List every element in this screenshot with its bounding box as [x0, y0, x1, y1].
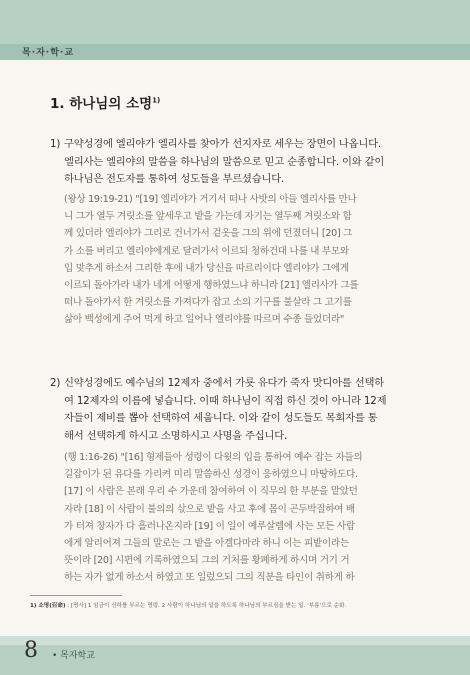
- quote-line: [17] 이 사람은 본래 우리 수 가운데 참여하여 이 직무의 한 부분을 맡았던: [64, 486, 358, 498]
- page-number: 8: [24, 638, 38, 663]
- quote-line: 입 맞추게 하소서 그리한 후에 내가 당신을 따르리이다 엘리야가 그에게: [64, 262, 349, 274]
- quote-line: 이르되 돌아가라 내가 네게 어떻게 행하였느냐 하니라 [21] 엘리사가 그를: [64, 280, 359, 292]
- quote-line: 삶아 백성에게 주어 먹게 하고 일어나 엘리야를 따르며 수종 들었더라": [64, 314, 344, 326]
- item-line: 여 12제자의 이름에 넣습니다. 이때 하나님이 직접 하신 것이 아니라 12제: [64, 394, 387, 407]
- scripture-quote: [64, 449, 432, 587]
- section-title-text: 1. 하나님의 소명: [50, 96, 153, 112]
- quote-line: 가 터져 창자가 다 흘러나온지라 [19] 이 일이 예루살렘에 사는 모든 사람: [64, 520, 355, 532]
- quote-line: 뜻이라 [20] 시편에 기록하였으되 그의 거처를 황폐하게 하시며 거기 거: [64, 555, 350, 567]
- quote-line: 에게 알리어져 그들의 말로는 그 밭을 아겔다마라 하니 이는 피밭이라는: [64, 538, 349, 550]
- quote-line: 떠나 돌아가서 한 겨릿소를 가져다가 잡고 소의 기구를 불살라 그 고기를: [64, 297, 352, 309]
- scripture-quote: [64, 191, 432, 329]
- footnote-head: 1) 소명(召命): [30, 603, 66, 609]
- footnote: [30, 601, 450, 609]
- item-number: 1): [50, 138, 61, 150]
- quote-line: 길잡이가 된 유다를 가리켜 미리 말씀하신 성경이 응하였으니 마땅하도다.: [64, 469, 358, 481]
- item-line: 구약성경에 엘리야가 엘리사를 찾아가 선지자로 세우는 장면이 나옵니다.: [64, 138, 381, 150]
- list-item: [50, 375, 432, 445]
- footnote-mark: 1): [152, 96, 161, 105]
- footer-stripe: [0, 636, 470, 645]
- quote-line: 가 소를 버리고 엘리야에게로 달려가서 이르되 청하건대 나를 내 부모와: [64, 245, 349, 257]
- item-line: 신약성경에도 예수님의 12제자 중에서 가룟 유다가 죽자 맛디아를 선택하: [64, 377, 384, 389]
- list-item: [50, 136, 432, 189]
- quote-line: (왕상 19:19-21) "[19] 엘리야가 거기서 떠나 사밧의 아들 엘리사를 만나: [64, 194, 357, 205]
- quote-line: (행 1:16-26) "[16] 형제들아 성령이 다윗의 입을 통하여 예수 잡는 자들의: [64, 452, 363, 463]
- item-line: 자들이 제비를 뽑아 선택하여 세웁니다. 이와 같이 성도들도 목회자를 통: [64, 412, 378, 424]
- item-line: 해서 선택하게 하시고 소명하시고 사명을 주십니다.: [64, 429, 288, 442]
- item-number: 2): [50, 377, 61, 389]
- footnote-text: : [명사] 1 임금이 신하를 부르는 명령. 2 사람이 하나님의 일을 하도록 하나님의 부르심을 받는 일. '부름'으로 순화.: [67, 603, 347, 609]
- footnote-divider: [30, 595, 122, 596]
- running-title: • 목자학교: [52, 651, 95, 661]
- series-label: 목·자·학·교: [22, 48, 75, 58]
- item-line: 하나님은 전도자를 통하여 성도들을 부르셨습니다.: [64, 173, 285, 185]
- quote-line: 께 있더라 엘리야가 그리로 건너가서 겉옷을 그의 위에 던졌더니 [20] 그: [64, 228, 353, 240]
- quote-line: 하는 자가 없게 하소서 하였고 또 일렀으되 그의 직분을 타인이 취하게 하: [64, 572, 355, 584]
- section-title: [50, 92, 160, 112]
- quote-line: 니 그가 열두 겨릿소를 앞세우고 밭을 가는데 자기는 열두째 겨릿소와 함: [64, 211, 352, 223]
- quote-line: 자라 [18] 이 사람이 불의의 삯으로 밭을 사고 후에 몸이 곤두박질하여 배: [64, 503, 355, 515]
- item-line: 엘리사는 엘리야의 말씀을 하나님의 말씀으로 믿고 순종합니다. 이와 같이: [64, 155, 385, 168]
